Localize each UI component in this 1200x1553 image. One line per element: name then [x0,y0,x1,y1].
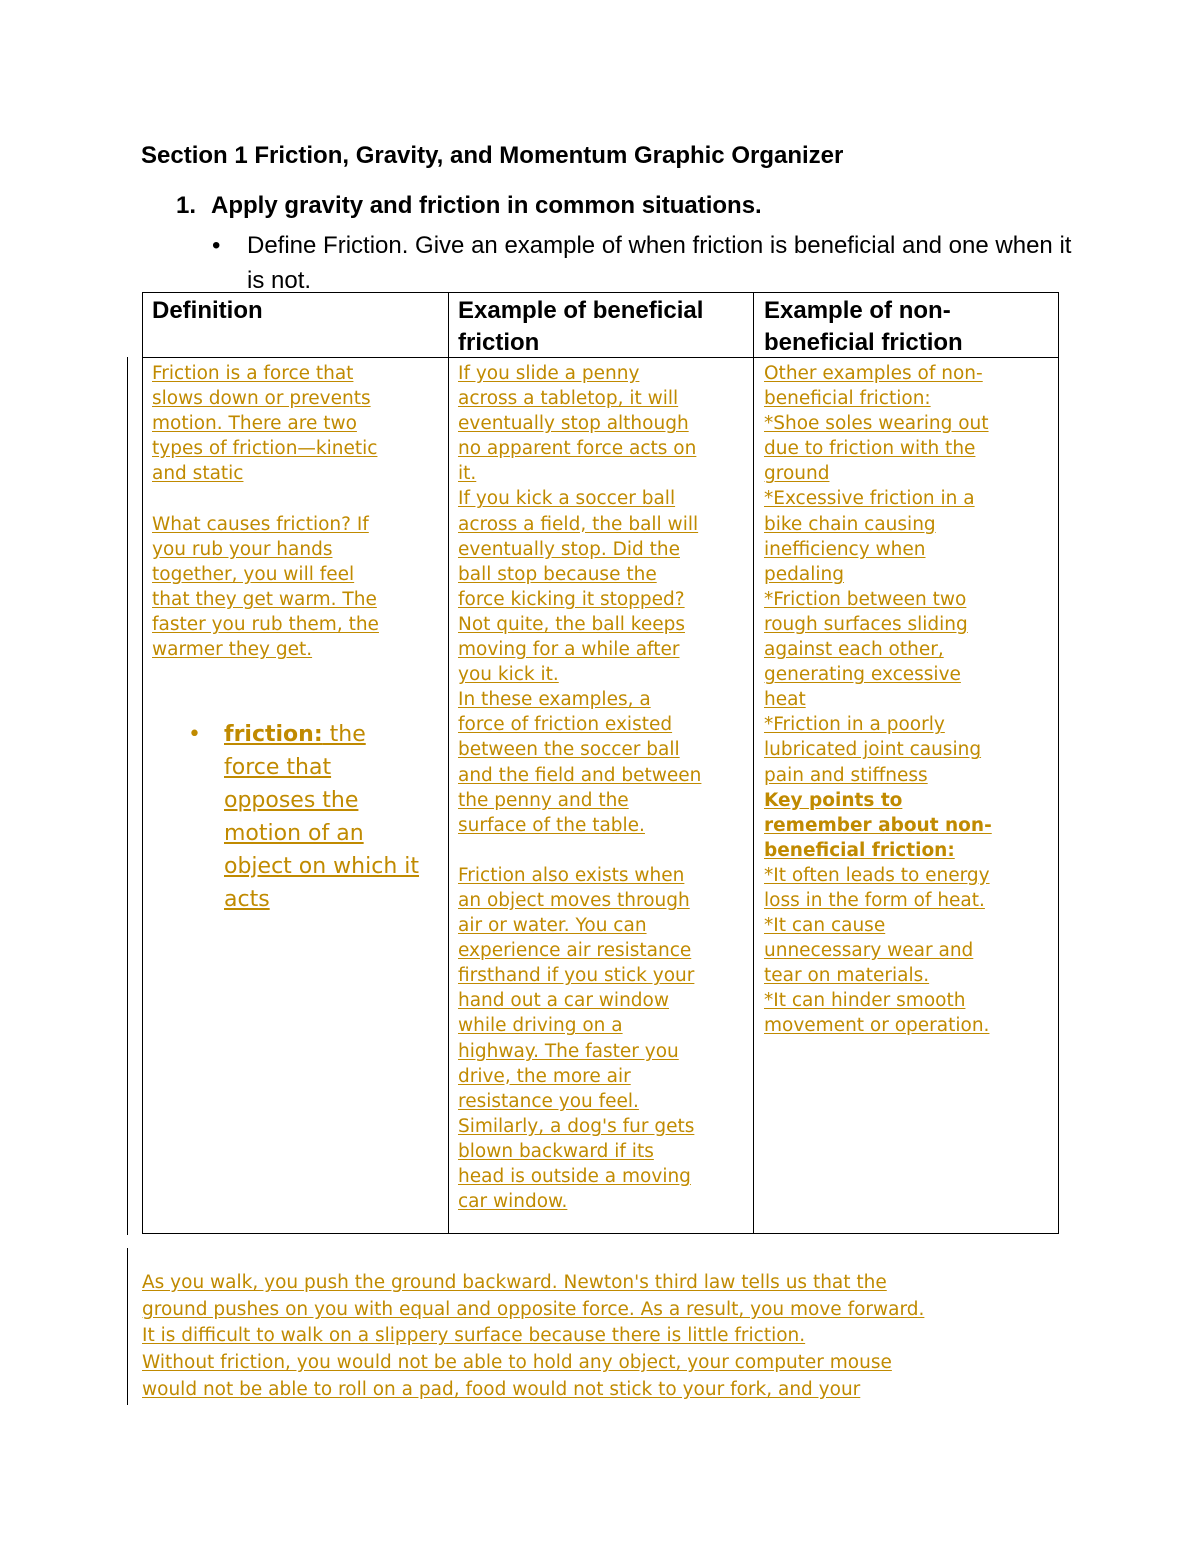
text-line: against each other, [764,639,944,661]
key-points-heading: Key points to [764,789,903,811]
nonbeneficial-cell [764,361,1054,1039]
bullet-icon: • [188,722,201,748]
text-line: it. [458,463,477,485]
text-line: blown backward if its [458,1140,654,1162]
friction-term-list [152,718,447,916]
text-line: highway. The faster you [458,1040,679,1062]
bottom-paragraph [142,1270,1072,1404]
text-line: loss in the form of heat. [764,889,985,911]
text-line: generating excessive [764,664,961,686]
text-line: an object moves through [458,889,690,911]
beneficial-cell [458,361,753,1214]
text-line: you kick it. [458,664,559,686]
beneficial-paragraph-2 [458,863,753,1214]
text-line: ground pushes on you with equal and opposite force. As a result, you move forward. [142,1298,925,1320]
text-line: If you kick a soccer ball [458,488,676,510]
text-line: *Friction in a poorly [764,714,945,736]
text-line: across a tabletop, it will [458,388,679,410]
text-line: drive, the more air [458,1065,631,1087]
text-line: movement or operation. [764,1015,990,1037]
header-definition: Definition [152,297,263,324]
text-line: across a field, the ball will [458,513,699,535]
text-line: Not quite, the ball keeps [458,613,685,635]
beneficial-paragraph-1 [458,361,753,838]
text-line: bike chain causing [764,513,936,535]
text-line: while driving on a [458,1015,623,1037]
text-line: *Shoe soles wearing out [764,413,989,435]
text-line: experience air resistance [458,940,692,962]
text-line: *It can cause [764,915,886,937]
term-line: acts [224,887,270,913]
term-label: friction: [224,722,323,748]
text-line: hand out a car window [458,990,669,1012]
text-line: resistance you feel. [458,1090,639,1112]
text-line: faster you rub them, the [152,613,379,635]
text-line: moving for a while after [458,639,680,661]
text-line: It is difficult to walk on a slippery surface because there is little friction. [142,1325,806,1347]
page-title: Section 1 Friction, Gravity, and Momentum Graphic Organizer [141,142,844,169]
header-beneficial: Example of beneficial friction [458,297,704,356]
text-line: inefficiency when [764,538,926,560]
term-line: force that [224,755,332,781]
text-line: due to friction with the [764,438,976,460]
text-line: air or water. You can [458,915,647,937]
text-line: force of friction existed [458,714,673,736]
text-line: rough surfaces sliding [764,613,968,635]
text-line: types of friction—kinetic [152,438,378,460]
text-line: force kicking it stopped? [458,588,685,610]
text-line: If you slide a penny [458,363,640,384]
text-line: *It often leads to energy [764,864,990,886]
definition-paragraph-2 [152,512,447,663]
key-points-heading: remember about non- [764,814,992,836]
text-line: car window. [458,1191,568,1213]
text-line: motion. There are two [152,413,357,435]
text-line: you rub your hands [152,538,333,560]
text-line: eventually stop. Did the [458,538,680,560]
definition-paragraph-1 [152,361,447,486]
text-line: and static [152,463,244,485]
text-line: unnecessary wear and [764,940,974,962]
text-line: no apparent force acts on [458,438,697,460]
change-bar [127,357,128,1235]
text-line: surface of the table. [458,814,645,836]
term-line: object on which it [224,854,420,880]
text-line: eventually stop although [458,413,689,435]
text-line: heat [764,689,806,711]
text-line: *Friction between two [764,588,967,610]
text-line: slows down or prevents [152,388,371,410]
text-line: Similarly, a dog's fur gets [458,1115,695,1137]
header-nonbeneficial: Example of non-beneficial friction [764,297,963,356]
text-line: and the field and between [458,764,702,786]
text-line: ground [764,463,830,485]
text-line: pedaling [764,563,844,585]
instruction-bullet [212,228,1092,298]
text-line: beneficial friction: [764,388,931,410]
heading-text: Apply gravity and friction in common situations. [211,192,762,219]
graphic-organizer-table [142,292,1059,1234]
term-line: motion of an [224,821,364,847]
text-line: Friction is a force that [152,363,354,384]
text-line: would not be able to roll on a pad, food would not stick to your fork, and your [142,1378,861,1400]
term-line: the [322,722,366,748]
text-line: In these examples, a [458,689,651,711]
text-line: between the soccer ball [458,739,680,761]
section-heading [176,192,762,220]
text-line: the penny and the [458,789,629,811]
text-line: tear on materials. [764,965,930,987]
instruction-text: Define Friction. Give an example of when friction is beneficial and one when it is not. [247,232,1072,294]
text-line: warmer they get. [152,639,313,661]
text-line: head is outside a moving [458,1166,691,1187]
text-line: What causes friction? If [152,513,369,535]
friction-term [152,718,447,916]
definition-cell [152,361,447,916]
text-line: ball stop because the [458,563,657,585]
term-line: opposes the [224,788,359,814]
text-line: lubricated joint causing [764,739,982,761]
text-line: *Excessive friction in a [764,488,975,510]
text-line: *It can hinder smooth [764,990,966,1012]
heading-number: 1. [176,192,197,219]
text-line: firsthand if you stick your [458,965,695,987]
text-line: that they get warm. The [152,588,377,610]
text-line: Without friction, you would not be able to hold any object, your computer mouse [142,1352,892,1374]
key-points-heading: beneficial friction: [764,839,955,861]
text-line: pain and stiffness [764,764,928,786]
text-line: Other examples of non- [764,363,983,384]
bullet-icon: • [212,232,221,259]
text-line: As you walk, you push the ground backward. Newton's third law tells us that the [142,1272,887,1293]
text-line: Friction also exists when [458,864,685,886]
text-line: together, you will feel [152,563,355,585]
change-bar [127,1248,128,1405]
